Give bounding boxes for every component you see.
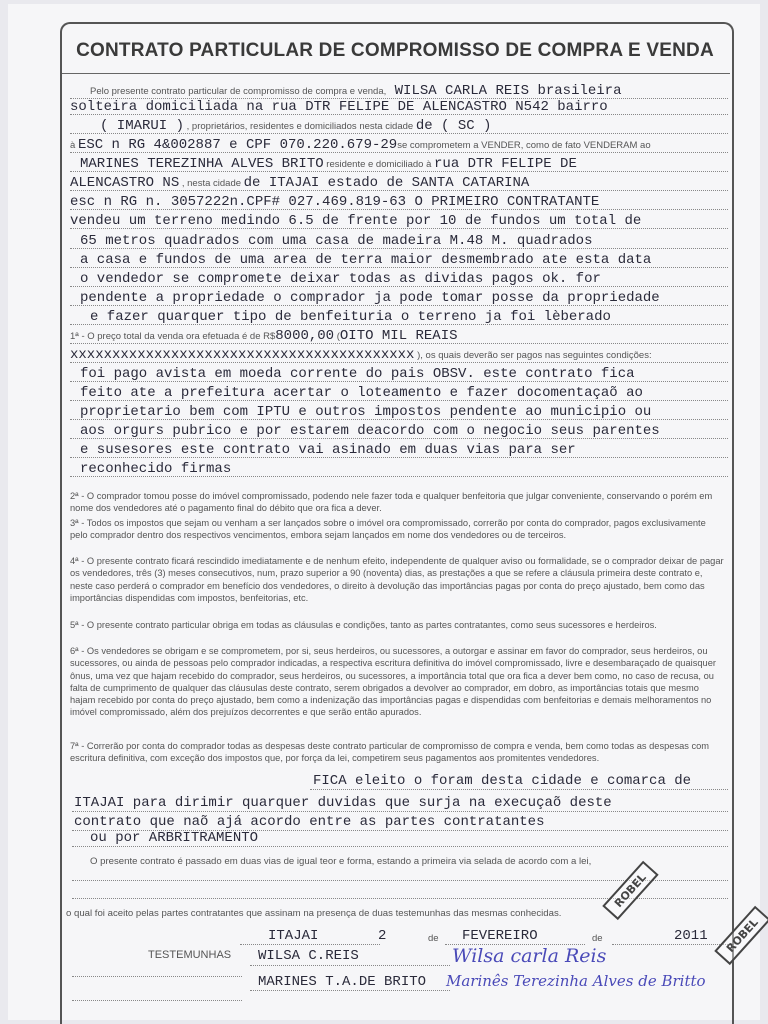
body-line [90,308,611,324]
date-city: ITAJAI [268,928,319,944]
dotted-rule [72,1000,242,1001]
body-line [80,155,577,171]
printed-text: , nesta cidade [179,178,244,189]
dotted-rule [70,133,728,134]
dotted-rule [72,846,728,847]
printed-text: à [70,140,78,151]
typed-text: solteira domiciliada na rua DTR FELIPE DE ALENCASTRO N542 bairro [70,99,608,115]
body-line [80,251,651,267]
typed-text: aos orgurs pubrico e por estarem deacordo com o negocio seus parentes [80,423,660,439]
typed-text: vendeu um terreno medindo 6.5 de frente por 10 de fundos um total de [70,213,642,229]
date-year: 2011 [674,928,708,944]
typed-text: esc n RG n. 3057222n.CPF# 027.469.819-63 O PRIMEIRO CONTRATANTE [70,194,600,210]
body-line [70,212,641,228]
printed-text: ( [334,331,340,342]
date-day: 2 [378,928,387,944]
clause-3: 3ª - Todos os impostos que sejam ou venham a ser lançados sobre o imóvel ora compromissado, correrão por conta do comprador, pagos exclusivamente pelo comprador dentro dos respectivos vencimentos, embora sejam lançados em nome dos vendedores ou de terceiros. [70,518,706,541]
dotted-rule [72,976,242,977]
typed-text: WILSA CARLA REIS brasileira [386,83,622,99]
dotted-rule [70,362,728,363]
typed-text: e susesores este contrato vai asinado em duas vias para ser [80,442,576,458]
dotted-rule [250,965,450,966]
body-line [80,289,660,305]
body-line [80,384,643,400]
signature-2: Marinês Terezinha Alves de Britto [446,972,706,990]
body-line [80,422,660,438]
typed-text: e fazer quarquer tipo de benfeituria o terreno ja foi lèberado [90,309,611,325]
dotted-rule [70,286,728,287]
typed-text: foi pago avista em moeda corrente do pais OBSV. este contrato fica [80,366,635,382]
dotted-rule [70,114,728,115]
body-line [80,460,231,476]
body-line [70,174,529,190]
dotted-rule [70,381,728,382]
dotted-rule [310,789,728,790]
typed-text: de ITAJAI estado de SANTA CATARINA [243,175,530,191]
body-line [80,403,651,419]
clause-4: 4ª - O presente contrato ficará rescindido imediatamente e de nenhum efeito, independente de qualquer aviso ou formalidade, se o comprador deixar de pagar os vendedores, três (3) meses consecutivos, num, prazo superior a 90 (noventa) dias, as prestações a que se refere a cláusula primeira deste contrato e, neste caso perderá o comprador em benefício dos vendedores, o direito à devolução das importâncias pagas por conta do preço ajustado, bem como das importâncias dispendidas com impostos, benfeitorias, etc. [70,556,724,603]
typed-text: ESC n RG 4&002887 e CPF 070.220.679-29 [77,137,398,153]
dotted-rule [70,152,728,153]
typed-text: de ( SC ) [415,118,492,134]
dotted-rule [70,190,728,191]
dotted-rule [70,267,728,268]
dotted-rule [70,228,728,229]
closing-text-1: O presente contrato é passado em duas vias de igual teor e forma, estando a primeira via selada de acordo com a lei, [90,856,592,867]
body-line [90,82,622,98]
notary-stamp-2: ROBEL [714,906,768,965]
typed-text: ( IMARUI ) [100,118,185,134]
closing-text-2: o qual foi aceito pelas partes contratantes que assinam na presença de duas testemunhas das mesmas conhecidas. [66,908,562,919]
signature-1: Wilsa carla Reis [452,945,607,967]
body-line [80,270,601,286]
dotted-rule [70,400,728,401]
printed-text: Pelo presente contrato particular de compromisso de compra e venda, [90,86,387,97]
date-month: FEVEREIRO [462,928,538,944]
typed-text: feito ate a prefeitura acertar o loteamento e fazer docomentaçaõ ao [80,385,643,401]
typed-text: OITO MIL REAIS [339,328,458,344]
date-de-2: de [592,933,603,944]
body-line [70,327,458,343]
dotted-rule [250,990,450,991]
dotted-rule [240,944,380,945]
printed-text: se comprometem a VENDER, como de fato VENDERAM ao [397,140,651,151]
signer-2-name: MARINES T.A.DE BRITO [258,974,427,990]
dotted-rule [70,457,728,458]
dotted-rule [70,171,728,172]
document-title: CONTRATO PARTICULAR DE COMPROMISSO DE COMPRA E VENDA [76,40,714,61]
signer-1-name: WILSA C.REIS [258,948,359,964]
typed-text: rua DTR FELIPE DE [434,156,577,172]
dotted-rule [70,324,728,325]
foro-line-4: ou por ARBRITRAMENTO [90,830,259,846]
title-rule [62,73,730,74]
clause-2: 2ª - O comprador tomou posse do imóvel compromissado, podendo nele fazer toda e qualquer benfeitoria que julgar conveniente, conservando o porém em nome dos vendedores até o pagamento final do débito que ora fica a dever. [70,491,713,514]
body-line [80,365,635,381]
notary-stamp: ROBEL [602,861,658,920]
dotted-rule [70,476,728,477]
typed-text: proprietario bem com IPTU e outros impostos pendente ao municipio ou [80,404,652,420]
printed-text: residente e domiciliado à [323,159,435,170]
typed-text: MARINES TEREZINHA ALVES BRITO [80,156,324,172]
clause-7: 7ª - Correrão por conta do comprador todas as despesas deste contrato particular de compromisso de compra e venda, bem como todas as despesas com escritura definitiva, com exceção dos impostos que, por força da lei, competirem seus pagamentos aos promitentes vendedores. [70,741,710,764]
dotted-rule [70,343,728,344]
body-line [80,232,592,248]
body-line [80,441,576,457]
foro-line-1: FICA eleito o foram desta cidade e comarca de [313,773,692,789]
date-de-1: de [428,933,439,944]
body-line [70,346,652,362]
dotted-rule [612,944,728,945]
typed-text: ALENCASTRO NS [70,175,180,191]
dotted-rule [70,438,728,439]
body-line [70,193,599,209]
typed-text: pendente a propriedade o comprador ja pode tomar posse da propriedade [80,290,660,306]
dotted-rule [70,419,728,420]
typed-text: xxxxxxxxxxxxxxxxxxxxxxxxxxxxxxxxxxxxxxxxx [70,347,415,363]
printed-text: 1ª - O preço total da venda ora efetuada é de R$ [70,331,276,342]
typed-text: a casa e fundos de uma area de terra maior desmembrado ate esta data [80,252,652,268]
body-line [100,117,491,133]
dotted-rule [70,305,728,306]
foro-line-3: contrato que naõ ajá acordo entre as partes contratantes [74,814,545,830]
dotted-rule [70,209,728,210]
typed-text: 8000,00 [275,328,335,344]
clause-5: 5ª - O presente contrato particular obriga em todas as cláusulas e condições, tanto as partes contratantes, como seus sucessores e herdeiros. [70,620,657,630]
dotted-rule [70,248,728,249]
body-line [70,98,608,114]
typed-text: o vendedor se compromete deixar todas as dividas pagos ok. for [80,271,601,287]
clause-6: 6ª - Os vendedores se obrigam e se comprometem, por si, seus herdeiros, ou sucessores, a outorgar e assinar em favor do comprador, seus herdeiros, ou sucessores, ou ainda de pessoas pelo comprador indicadas, a respectiva escritura definitiva do imóvel compromissado, livre e desembaraçado de quaisquer ônus, uma vez que hajam recebido do comprador, seus herdeiros, ou sucessores, a importância total que ora fica a dever bem como, no caso de recusa, ou falta de cumprimento de qualquer das cláusulas deste contrato, serem obrigados a devolver ao comprador, em dobro, as importâncias totais que mesmo hajam recebido por conta do preço ajustado, bem como a indenização das importâncias pagas e dispendidas com benfeitorias e demais melhoramentos no imóvel compromissado, além dos prejuízos decorrentes e que serão então apurados. [70,646,716,718]
printed-text: , proprietários, residentes e domiciliados nesta cidade [184,121,416,132]
body-line [70,136,651,152]
typed-text: reconhecido firmas [80,461,232,477]
dotted-rule [72,811,728,812]
printed-text: ), os quais deverão ser pagos nas seguintes condições: [414,350,652,361]
typed-text: 65 metros quadrados com uma casa de madeira M.48 M. quadrados [80,233,593,249]
witnesses-label: TESTEMUNHAS [148,949,232,961]
foro-line-2: ITAJAI para dirimir quarquer duvidas que surja na execuçaõ deste [74,795,612,811]
